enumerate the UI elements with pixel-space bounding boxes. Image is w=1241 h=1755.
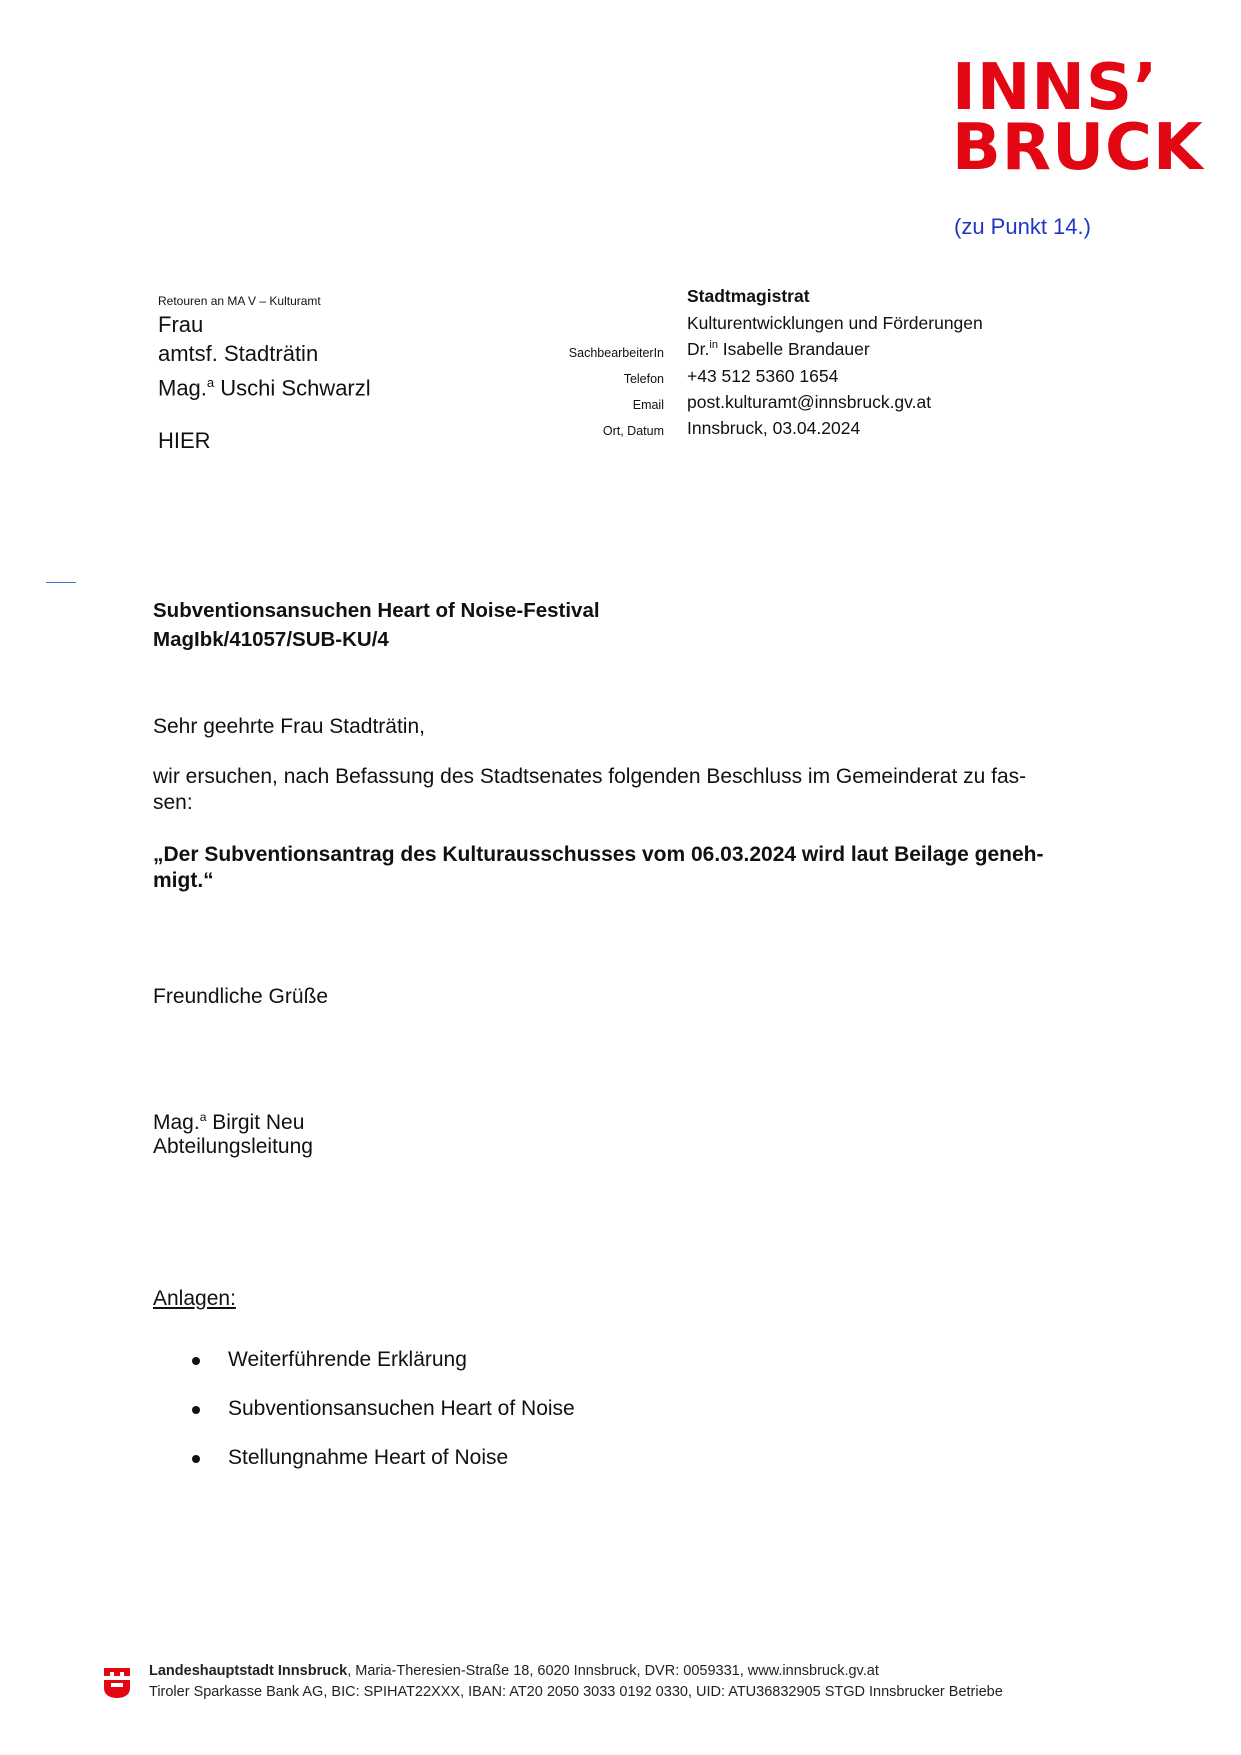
attachment-item: Stellungnahme Heart of Noise — [228, 1446, 509, 1469]
attachments-heading: Anlagen: — [153, 1287, 236, 1310]
recipient-name-prefix: Mag. — [158, 375, 207, 401]
recipient-name-text: Uschi Schwarzl — [214, 375, 371, 401]
resolution-line-2: migt.“ — [153, 869, 214, 892]
subject-title: Subventionsansuchen Heart of Noise-Festival — [153, 599, 600, 622]
sender-office: Stadtmagistrat — [687, 286, 810, 306]
clerk-sup: in — [709, 339, 718, 352]
signer-sup: a — [199, 1110, 207, 1124]
resolution-line-1: „Der Subventionsantrag des Kulturausschusses vom 06.03.2024 wird laut Beilage geneh- — [153, 843, 1044, 866]
phone-label: Telefon — [623, 372, 664, 386]
recipient-salutation: Frau — [158, 312, 204, 337]
innsbruck-logo — [952, 51, 1204, 185]
footer-org: Landeshauptstadt Innsbruck — [149, 1663, 348, 1679]
fold-mark — [46, 582, 76, 583]
attachment-item: Subventionsansuchen Heart of Noise — [228, 1397, 575, 1420]
email-value: post.kulturamt@innsbruck.gv.at — [687, 392, 932, 412]
footer-line-2: Tiroler Sparkasse Bank AG, BIC: SPIHAT22XXX, IBAN: AT20 2050 3033 0192 0330, UID: ATU36832905 STGD Innsbrucker Betriebe — [149, 1684, 1003, 1700]
request-line-1: wir ersuchen, nach Befassung des Stadtsenates folgenden Beschluss im Gemeinderat zu fas- — [153, 765, 1027, 788]
recipient-name — [158, 368, 371, 402]
bullet-icon — [192, 1357, 200, 1365]
recipient-name-sup: a — [206, 375, 215, 390]
recipient-role: amtsf. Stadträtin — [158, 341, 319, 366]
logo-line-2: BRUCK — [952, 111, 1204, 185]
clerk-name — [687, 339, 870, 360]
agenda-point-reference: (zu Punkt 14.) — [954, 214, 1091, 239]
closing: Freundliche Grüße — [153, 985, 329, 1008]
attachment-item: Weiterführende Erklärung — [228, 1348, 467, 1371]
footer-address: , Maria-Theresien-Straße 18, 6020 Innsbruck, DVR: 0059331, www.innsbruck.gv.at — [347, 1663, 879, 1679]
request-line-2: sen: — [153, 791, 193, 814]
signer-name — [153, 1104, 304, 1136]
sender-department: Kulturentwicklungen und Förderungen — [687, 313, 983, 333]
signer-name-text: Birgit Neu — [206, 1111, 305, 1134]
signer-title: Abteilungsleitung — [153, 1135, 313, 1158]
clerk-name-text: Isabelle Brandauer — [717, 339, 870, 359]
bullet-icon — [192, 1455, 200, 1463]
logo-line-1: INNS’ — [952, 51, 1159, 125]
clerk-prefix: Dr. — [687, 339, 710, 359]
place-date-label: Ort, Datum — [602, 424, 664, 438]
subject-reference: MagIbk/41057/SUB-KU/4 — [153, 628, 389, 651]
place-date-value: Innsbruck, 03.04.2024 — [687, 418, 861, 438]
footer-line-1 — [149, 1663, 879, 1679]
coat-of-arms-icon — [102, 1666, 132, 1700]
clerk-label: SachbearbeiterIn — [568, 346, 664, 360]
bullet-icon — [192, 1406, 200, 1414]
return-address-line: Retouren an MA V – Kulturamt — [158, 294, 321, 308]
email-label: Email — [632, 398, 664, 412]
signer-prefix: Mag. — [153, 1111, 200, 1134]
recipient-location: HIER — [158, 428, 211, 453]
greeting: Sehr geehrte Frau Stadträtin, — [153, 715, 425, 738]
phone-value: +43 512 5360 1654 — [687, 366, 839, 386]
